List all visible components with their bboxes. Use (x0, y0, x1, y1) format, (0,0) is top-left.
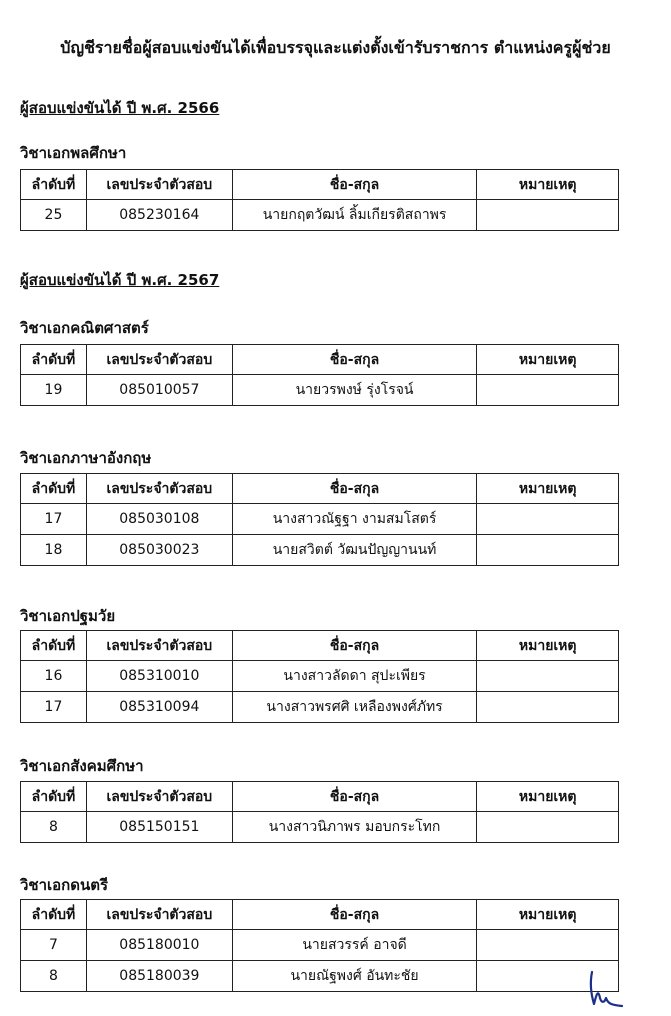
results-table-early-childhood (20, 630, 619, 723)
col-header-exam-id: เลขประจำตัวสอบ (86, 900, 232, 930)
cell-note (477, 661, 619, 692)
year-heading-2567: ผู้สอบแข่งขันได้ ปี พ.ศ. 2567 (20, 271, 220, 289)
results-table-pe (20, 169, 619, 231)
cell-exam-id: 085180039 (86, 961, 232, 992)
table-row (21, 200, 619, 231)
cell-note (477, 930, 619, 961)
col-header-note: หมายเหตุ (477, 170, 619, 200)
cell-exam-id: 085310010 (86, 661, 232, 692)
cell-name: นายสวรรค์ อาจดี (232, 930, 477, 961)
col-header-no: ลำดับที่ (21, 900, 87, 930)
cell-name: นายวรพงษ์ รุ่งโรจน์ (232, 375, 477, 406)
table-row (21, 661, 619, 692)
results-table-social-studies (20, 781, 619, 843)
cell-note (477, 504, 619, 535)
cell-name: นางสาวพรศศิ เหลืองพงศ์ภัทร (232, 692, 477, 723)
col-header-name: ชื่อ-สกุล (232, 900, 477, 930)
cell-exam-id: 085180010 (86, 930, 232, 961)
cell-exam-id: 085030108 (86, 504, 232, 535)
col-header-note: หมายเหตุ (477, 900, 619, 930)
table-row (21, 535, 619, 566)
cell-note (477, 375, 619, 406)
subject-heading-social-studies: วิชาเอกสังคมศึกษา (20, 757, 144, 775)
cell-no: 19 (21, 375, 87, 406)
cell-no: 17 (21, 504, 87, 535)
subject-heading-pe: วิชาเอกพลศึกษา (20, 144, 127, 162)
cell-no: 17 (21, 692, 87, 723)
table-row (21, 375, 619, 406)
col-header-no: ลำดับที่ (21, 170, 87, 200)
results-table-math (20, 344, 619, 406)
col-header-no: ลำดับที่ (21, 474, 87, 504)
cell-exam-id: 085030023 (86, 535, 232, 566)
cell-no: 16 (21, 661, 87, 692)
cell-name: นางสาวนิภาพร มอบกระโทก (232, 812, 477, 843)
col-header-name: ชื่อ-สกุล (232, 782, 477, 812)
col-header-note: หมายเหตุ (477, 631, 619, 661)
col-header-exam-id: เลขประจำตัวสอบ (86, 474, 232, 504)
subject-heading-early-childhood: วิชาเอกปฐมวัย (20, 607, 116, 625)
col-header-note: หมายเหตุ (477, 345, 619, 375)
col-header-note: หมายเหตุ (477, 782, 619, 812)
table-row (21, 692, 619, 723)
cell-name: นางสาวณัฐฐา งามสมโสตร์ (232, 504, 477, 535)
col-header-exam-id: เลขประจำตัวสอบ (86, 170, 232, 200)
col-header-exam-id: เลขประจำตัวสอบ (86, 631, 232, 661)
signature-mark (586, 968, 626, 1012)
results-table-music (20, 899, 619, 992)
page-title: บัญชีรายชื่อผู้สอบแข่งขันได้เพื่อบรรจุและแต่งตั้งเข้ารับราชการ ตำแหน่งครูผู้ช่วย (60, 38, 611, 57)
col-header-no: ลำดับที่ (21, 631, 87, 661)
cell-exam-id: 085010057 (86, 375, 232, 406)
col-header-exam-id: เลขประจำตัวสอบ (86, 782, 232, 812)
cell-name: นายกฤตวัฒน์ ลิ้มเกียรติสถาพร (232, 200, 477, 231)
col-header-note: หมายเหตุ (477, 474, 619, 504)
cell-name: นายสวิตต์ วัฒนปัญญานนท์ (232, 535, 477, 566)
cell-exam-id: 085150151 (86, 812, 232, 843)
cell-no: 25 (21, 200, 87, 231)
cell-note (477, 812, 619, 843)
col-header-name: ชื่อ-สกุล (232, 345, 477, 375)
cell-no: 8 (21, 812, 87, 843)
cell-exam-id: 085230164 (86, 200, 232, 231)
col-header-name: ชื่อ-สกุล (232, 631, 477, 661)
cell-no: 8 (21, 961, 87, 992)
table-row (21, 504, 619, 535)
col-header-no: ลำดับที่ (21, 782, 87, 812)
table-row (21, 930, 619, 961)
col-header-exam-id: เลขประจำตัวสอบ (86, 345, 232, 375)
cell-name: นายณัฐพงศ์ อันทะชัย (232, 961, 477, 992)
cell-exam-id: 085310094 (86, 692, 232, 723)
cell-note (477, 692, 619, 723)
col-header-name: ชื่อ-สกุล (232, 170, 477, 200)
subject-heading-music: วิชาเอกดนตรี (20, 876, 109, 894)
col-header-name: ชื่อ-สกุล (232, 474, 477, 504)
cell-note (477, 535, 619, 566)
results-table-english (20, 473, 619, 566)
table-row (21, 812, 619, 843)
cell-note (477, 200, 619, 231)
cell-no: 7 (21, 930, 87, 961)
cell-name: นางสาวลัดดา สุปะเพียร (232, 661, 477, 692)
col-header-no: ลำดับที่ (21, 345, 87, 375)
subject-heading-english: วิชาเอกภาษาอังกฤษ (20, 449, 152, 467)
cell-no: 18 (21, 535, 87, 566)
subject-heading-math: วิชาเอกคณิตศาสตร์ (20, 319, 149, 337)
year-heading-2566: ผู้สอบแข่งขันได้ ปี พ.ศ. 2566 (20, 99, 220, 117)
table-row (21, 961, 619, 992)
